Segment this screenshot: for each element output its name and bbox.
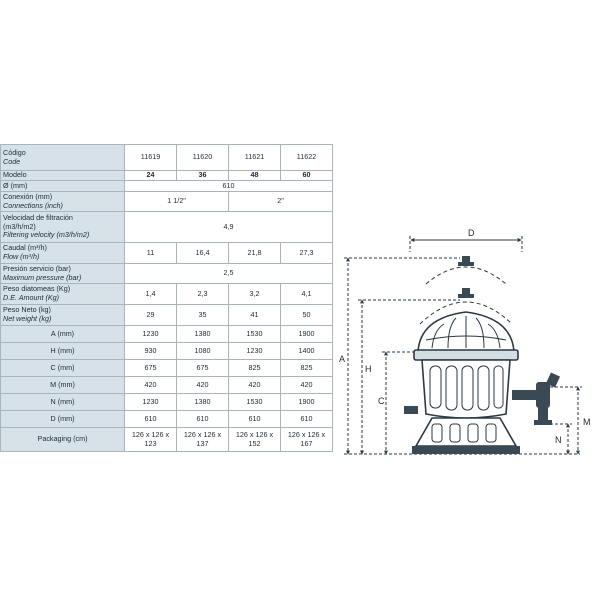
dim-h-label: H (365, 364, 372, 374)
flow-cell: 16,4 (177, 243, 229, 264)
weight-cell: 50 (281, 305, 333, 326)
dim-cell: 1530 (229, 326, 281, 343)
dim-row (1, 360, 333, 377)
flow-cell: 21,8 (229, 243, 281, 264)
model-cell: 24 (125, 171, 177, 181)
code-cell: 11619 (125, 145, 177, 171)
diatomeas-label: Peso diatomeas (Kg) D.E. Amount (Kg) (1, 284, 125, 305)
weight-row (1, 305, 333, 326)
dim-cell: 825 (281, 360, 333, 377)
packaging-cell: 126 x 126 x 152 (229, 428, 281, 452)
packaging-cell: 126 x 126 x 167 (281, 428, 333, 452)
pressure-label: Presión servicio (bar) Maximum pressure (bar) (1, 264, 125, 284)
pressure-value: 2,5 (125, 264, 333, 284)
dim-cell: 1380 (177, 394, 229, 411)
dim-cell: 675 (125, 360, 177, 377)
dim-row (1, 326, 333, 343)
velocity-row (1, 212, 333, 243)
dim-cell: 1400 (281, 343, 333, 360)
code-cell: 11622 (281, 145, 333, 171)
weight-cell: 41 (229, 305, 281, 326)
dim-label: C (mm) (1, 360, 125, 377)
dim-row (1, 411, 333, 428)
dim-cell: 1900 (281, 394, 333, 411)
dim-d-label: D (468, 228, 475, 238)
dim-n-label: N (555, 435, 562, 445)
dim-cell: 420 (125, 377, 177, 394)
vent-valve-icon (458, 256, 474, 298)
dim-cell: 1900 (281, 326, 333, 343)
diatomeas-cell: 2,3 (177, 284, 229, 305)
velocity-value: 4,9 (125, 212, 333, 243)
dim-cell: 610 (125, 411, 177, 428)
dim-row (1, 377, 333, 394)
dim-label: N (mm) (1, 394, 125, 411)
diatomeas-cell: 3,2 (229, 284, 281, 305)
diatomeas-row (1, 284, 333, 305)
dim-row (1, 343, 333, 360)
model-label: Modelo (1, 171, 125, 181)
connection-value-small: 1 1/2" (125, 192, 229, 212)
dim-label: A (mm) (1, 326, 125, 343)
dim-cell: 930 (125, 343, 177, 360)
dim-label: H (mm) (1, 343, 125, 360)
diameter-row (1, 181, 333, 192)
weight-cell: 29 (125, 305, 177, 326)
model-cell: 36 (177, 171, 229, 181)
dim-cell: 825 (229, 360, 281, 377)
dim-cell: 1230 (229, 343, 281, 360)
flow-cell: 11 (125, 243, 177, 264)
code-cell: 11620 (177, 145, 229, 171)
weight-label: Peso Neto (kg) Net weight (kg) (1, 305, 125, 326)
filter-diagram (340, 222, 600, 472)
dim-cell: 675 (177, 360, 229, 377)
flow-cell: 27,3 (281, 243, 333, 264)
dim-cell: 1230 (125, 326, 177, 343)
weight-cell: 35 (177, 305, 229, 326)
code-cell: 11621 (229, 145, 281, 171)
dim-cell: 420 (229, 377, 281, 394)
multiport-valve-icon (512, 372, 560, 425)
diatomeas-cell: 1,4 (125, 284, 177, 305)
dim-cell: 1530 (229, 394, 281, 411)
drain-plug-icon (404, 406, 418, 414)
model-row (1, 171, 333, 181)
dim-cell: 610 (177, 411, 229, 428)
lid-arc-upper (426, 267, 506, 284)
dim-a-label: A (339, 354, 346, 364)
code-row (1, 145, 333, 171)
packaging-cell: 126 x 126 x 137 (177, 428, 229, 452)
flow-label: Caudal (m³/h) Flow (m³/h) (1, 243, 125, 264)
filter-body-icon (412, 312, 520, 454)
model-cell: 60 (281, 171, 333, 181)
dim-label: M (mm) (1, 377, 125, 394)
connection-value-large: 2" (229, 192, 333, 212)
diatomeas-cell: 4,1 (281, 284, 333, 305)
connection-label: Conexión (mm) Connections (inch) (1, 192, 125, 212)
dim-m-label: M (583, 417, 591, 427)
model-cell: 48 (229, 171, 281, 181)
pressure-row (1, 264, 333, 284)
dim-cell: 1080 (177, 343, 229, 360)
velocity-label: Velocidad de filtración (m3/h/m2) Filtering velocity (m3/h/m2) (1, 212, 125, 243)
packaging-label: Packaging (cm) (1, 428, 125, 452)
diameter-label: Ø (mm) (1, 181, 125, 192)
flow-row (1, 243, 333, 264)
packaging-row (1, 428, 333, 452)
dim-cell: 610 (229, 411, 281, 428)
packaging-cell: 126 x 126 x 123 (125, 428, 177, 452)
diameter-value: 610 (125, 181, 333, 192)
connection-row (1, 192, 333, 212)
dim-label: D (mm) (1, 411, 125, 428)
dim-cell: 1230 (125, 394, 177, 411)
dim-cell: 420 (281, 377, 333, 394)
dim-cell: 420 (177, 377, 229, 394)
dim-row (1, 394, 333, 411)
dim-cell: 610 (281, 411, 333, 428)
dim-cell: 1380 (177, 326, 229, 343)
spec-table (0, 144, 333, 452)
code-label: Código Code (1, 145, 125, 171)
dim-c-label: C (378, 396, 385, 406)
